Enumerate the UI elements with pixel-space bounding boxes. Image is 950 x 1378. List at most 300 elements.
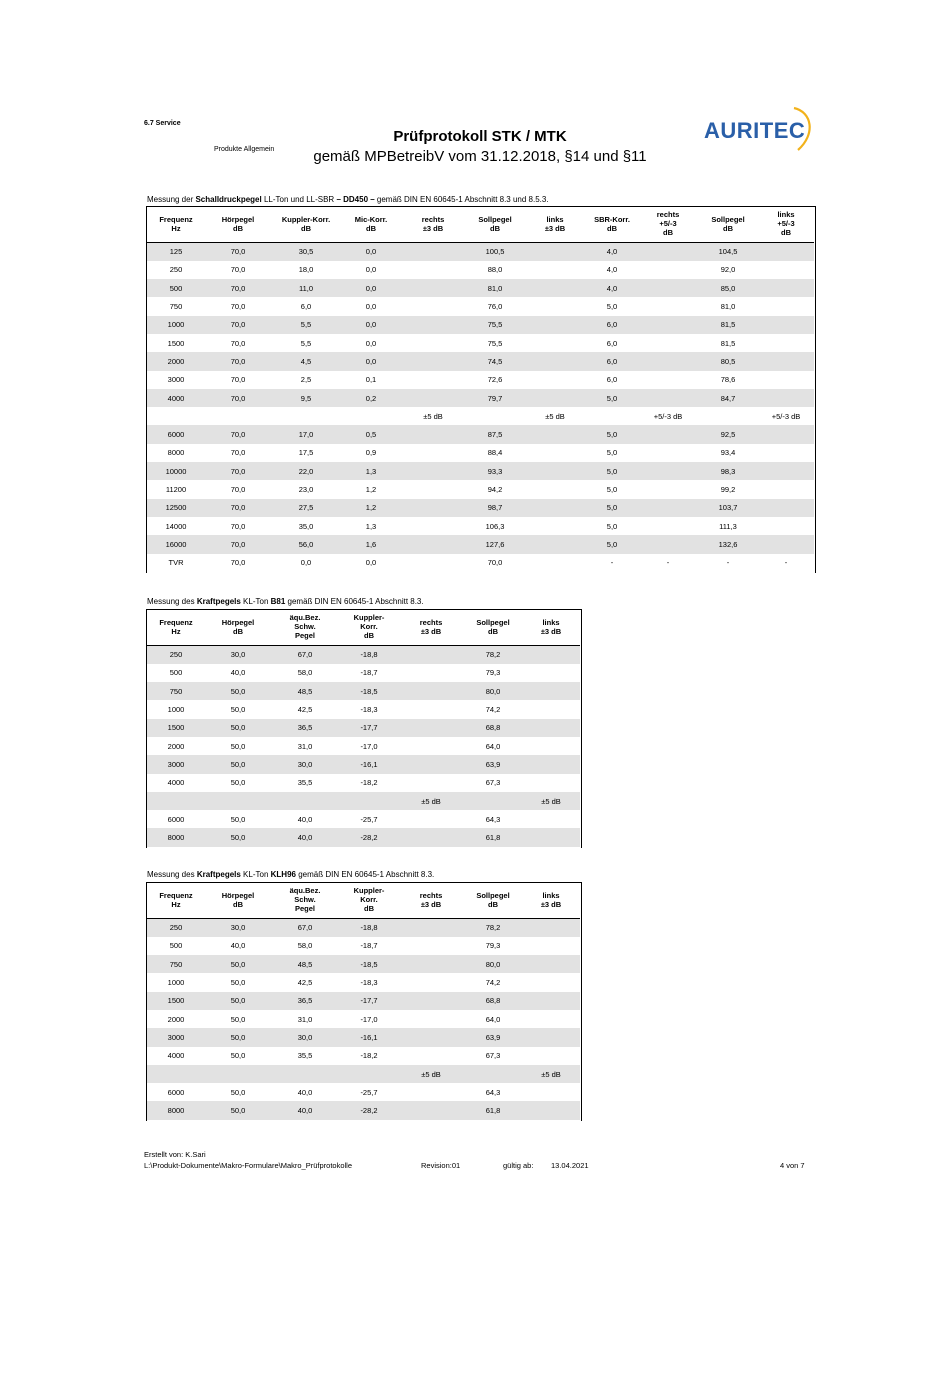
table-cell: - [784,558,788,568]
table-cell [522,1083,580,1101]
table-cell [522,1028,580,1046]
table-cell: 87,5 [466,425,524,443]
table-cell: -18,3 [360,705,378,715]
table-cell: 50,0 [206,719,270,737]
table-cell [758,316,814,334]
table-cell: - [726,558,730,568]
table-cell: 30,0 [206,918,270,937]
table-cell: 5,0 [586,499,638,517]
table-cell [698,407,758,425]
table-cell: 70,0 [206,279,270,297]
table-cell: 4000 [167,778,185,788]
table-cell: 70,0 [230,485,246,494]
table-cell: 6,0 [300,302,312,312]
table-cell: 2,5 [300,375,312,385]
logo-text: AURITEC [704,118,806,143]
table-cell: 50,0 [230,978,246,988]
table-cell: 17,5 [298,448,314,458]
table-cell [522,1010,580,1028]
table-cell: 1000 [167,705,185,715]
page-subtitle: gemäß MPBetreibV vom 31.12.2018, §14 und §11 [313,148,647,165]
table-cell: 75,5 [487,338,503,348]
table-cell: 64,0 [485,741,501,751]
table-cell [524,389,586,407]
column-header: Kuppler- Korr. dB [353,886,385,914]
table-cell [522,700,580,718]
table-cell: 40,0 [297,814,313,824]
table2-caption: Messung des Kraftpegels KL-Ton B81 gemäß DIN EN 60645-1 Abschnitt 8.3. [147,597,424,606]
table-cell: 5,5 [270,316,342,334]
table-cell: -16,1 [340,755,398,773]
table-cell: 4,0 [586,279,638,297]
table-cell [398,937,464,955]
table-row [146,1047,580,1065]
table-cell: 132,6 [698,535,758,553]
table-cell [398,719,464,737]
table-cell [400,352,466,370]
table-row [146,279,814,297]
table-cell [400,297,466,315]
table-row [146,297,814,315]
table-cell: 58,0 [297,668,313,678]
table-cell: 93,3 [466,462,524,480]
table-row [146,1065,580,1083]
table-cell: 1,3 [365,521,377,531]
table-cell: 70,0 [230,521,246,531]
table-cell [638,371,698,389]
table-cell: 79,7 [466,389,524,407]
column-header: Frequenz Hz [159,617,193,636]
table-cell: 70,0 [230,448,246,458]
table-cell: -18,5 [340,682,398,700]
table-cell: 18,0 [298,265,314,275]
table-cell: 35,0 [298,521,314,531]
table-cell: 17,0 [270,425,342,443]
column-header: Sollpegel dB [476,617,510,636]
table-cell: ±5 dB [423,411,443,421]
table-cell: 92,0 [720,265,736,275]
table-cell: -16,1 [340,1028,398,1046]
table-cell [758,297,814,315]
table-row [146,792,580,810]
table-cell: -18,8 [340,918,398,937]
table-cell [522,719,580,737]
table-cell [638,462,698,480]
table-cell [206,792,270,810]
table-cell: 3000 [146,755,206,773]
table-cell: 4,0 [586,242,638,261]
table-cell: 40,0 [230,668,246,678]
table-cell [464,1065,522,1083]
table-cell: 3000 [167,375,185,385]
table-cell: 88,0 [487,265,503,275]
column-header: rechts ±3 dB [419,617,443,636]
table-cell: 0,2 [342,389,400,407]
column-header: rechts +5/-3 dB [656,210,680,238]
table-cell: 61,8 [464,1101,522,1119]
table-cell [398,774,464,792]
table-cell [522,1047,580,1065]
table-cell [398,1010,464,1028]
table-cell: 64,0 [485,1014,501,1024]
table-cell: 6000 [146,425,206,443]
table-cell: 6,0 [586,352,638,370]
table-cell [638,297,698,315]
table-cell: -18,2 [360,1051,378,1061]
table-cell [758,517,814,535]
table-kraftpegel-klh96 [146,882,580,1120]
table-cell: 74,2 [485,978,501,988]
table-cell: 1,6 [342,535,400,553]
table-cell [524,499,586,517]
table-cell: 0,0 [365,302,377,312]
table-cell: 104,5 [698,242,758,261]
table-cell: ±5 dB [522,792,580,810]
table-cell: 70,0 [487,558,503,568]
table-cell [638,352,698,370]
table-cell [522,737,580,755]
table-cell [522,955,580,973]
column-header: Kuppler- Korr. dB [353,613,385,641]
table-cell [524,334,586,352]
footer-path: L:\Produkt-Dokumente\Makro-Formulare\Makro_Prüfprotokolle [144,1161,352,1170]
table-cell: 111,3 [719,521,737,531]
table-cell: -18,7 [360,668,378,678]
table-cell [146,1065,206,1083]
table-cell [398,700,464,718]
table-cell: 70,0 [230,338,246,348]
table-cell: ±5 dB [522,1065,580,1083]
table-cell [464,792,522,810]
table-cell: 1,3 [342,462,400,480]
table-cell [400,261,466,279]
table-cell: ±5 dB [545,411,565,421]
table-cell [586,407,638,425]
footer-page-number: 4 von 7 [780,1161,805,1170]
footer-author: Erstellt von: K.Sari [144,1150,206,1159]
table-row [146,261,814,279]
table-cell: 0,1 [365,375,377,385]
table-cell: 80,5 [698,352,758,370]
table-cell [400,334,466,352]
table-cell [398,737,464,755]
table-cell [638,444,698,462]
table-cell: 30,0 [270,755,340,773]
table-cell: 500 [169,668,183,678]
table-cell [638,316,698,334]
table-cell: 50,0 [230,1087,246,1097]
table-cell [524,462,586,480]
table-cell: 80,0 [464,682,522,700]
table-cell: 74,2 [485,705,501,715]
table-cell [522,810,580,828]
table-cell [638,480,698,498]
table-schalldruckpegel [146,206,814,572]
table-cell: -18,3 [360,978,378,988]
table-cell [398,955,464,973]
table-cell: 500 [146,279,206,297]
table-cell: 22,0 [270,462,342,480]
table-cell [342,407,400,425]
table-cell [524,480,586,498]
table-cell: 250 [146,918,206,937]
table-cell [400,517,466,535]
column-header: äqu.Bez. Schw. Pegel [289,613,321,641]
table-cell [522,682,580,700]
table-cell: 4000 [146,389,206,407]
table-cell: 4000 [167,1051,185,1061]
table-cell: 4,5 [270,352,342,370]
table-cell: 70,0 [206,389,270,407]
table-cell [398,1101,464,1119]
table-cell: 0,0 [365,265,377,275]
column-header: Sollpegel dB [478,214,512,233]
table-cell: 23,0 [298,485,314,494]
table-cell: 40,0 [270,828,340,846]
table-cell [522,918,580,937]
table-cell: 1,2 [342,499,400,517]
table-cell: 30,0 [206,645,270,664]
table-cell: 76,0 [487,302,503,312]
table-cell: 2000 [167,1014,185,1024]
table-cell: 3000 [146,1028,206,1046]
table-cell: 8000 [146,1101,206,1119]
table-cell [340,792,398,810]
table-cell [524,517,586,535]
table-cell: 48,5 [270,955,340,973]
table-cell: 0,0 [365,338,377,348]
table3-caption: Messung des Kraftpegels KL-Ton KLH96 gemäß DIN EN 60645-1 Abschnitt 8.3. [147,870,435,879]
table-cell: 100,5 [466,242,524,261]
column-header: Hörpegel dB [221,890,255,909]
table-cell: 50,0 [230,1051,246,1061]
table-row [146,1101,580,1119]
table-cell [270,407,342,425]
table-cell: 70,0 [230,265,246,275]
table-row [146,499,814,517]
table-cell: 50,0 [230,814,246,824]
table-row [146,719,580,737]
table-cell: 0,0 [342,316,400,334]
table-cell: 50,0 [230,1014,246,1024]
table-cell: 63,9 [464,755,522,773]
table-cell: 50,0 [206,1101,270,1119]
table-cell [524,242,586,261]
table-cell: 78,2 [464,918,522,937]
table-cell: 70,0 [206,499,270,517]
table-row [146,1028,580,1046]
table-cell: 31,0 [297,1014,313,1024]
table-cell: 92,5 [698,425,758,443]
table-cell: 30,0 [270,1028,340,1046]
table-cell: -18,8 [340,645,398,664]
table-cell: 12500 [146,499,206,517]
table-cell: 75,5 [466,316,524,334]
table-cell: 0,0 [342,242,400,261]
table-cell [758,279,814,297]
table-row [146,828,580,846]
table-cell [466,407,524,425]
table-cell: 98,3 [698,462,758,480]
table-cell: 79,3 [485,668,501,678]
table-cell [398,810,464,828]
table-cell: 30,5 [270,242,342,261]
table-cell: 1500 [146,992,206,1010]
table-cell: 1000 [146,316,206,334]
table-cell: 78,2 [464,645,522,664]
table-cell [638,279,698,297]
table-cell [400,316,466,334]
column-header: äqu.Bez. Schw. Pegel [289,886,321,914]
table-cell: 80,0 [464,955,522,973]
table-row [146,242,814,261]
page-title: Prüfprotokoll STK / MTK [393,128,567,145]
table-row [146,937,580,955]
table-cell [400,425,466,443]
table-cell: 70,0 [206,535,270,553]
table-cell: 8000 [167,448,185,458]
table-cell [522,1101,580,1119]
table-cell: 79,3 [485,941,501,951]
table-cell: 0,0 [365,558,377,568]
table-cell [398,973,464,991]
table-cell [146,407,206,425]
table-cell: 35,5 [297,1051,313,1061]
table-row [146,444,814,462]
table-cell: 56,0 [270,535,342,553]
table-cell: 6,0 [606,375,618,385]
table-cell: 0,0 [300,558,312,568]
table-cell: 50,0 [206,828,270,846]
table-cell [758,425,814,443]
table-cell: 11200 [165,485,187,494]
table-cell [524,316,586,334]
table-cell [524,535,586,553]
table-cell: 10000 [146,462,206,480]
table-cell: 78,6 [720,375,736,385]
table-cell: 5,0 [586,425,638,443]
table-cell [398,645,464,664]
table-row [146,664,580,682]
table-cell: 50,0 [206,955,270,973]
table-cell [400,499,466,517]
table-cell [524,297,586,315]
table-cell: 5,5 [300,338,312,348]
table-cell [524,425,586,443]
table-row [146,700,580,718]
column-header: SBR-Korr. dB [594,214,630,233]
table-cell: -17,7 [340,719,398,737]
column-header: rechts ±3 dB [421,214,445,233]
table-cell: ±5 dB [398,792,464,810]
table-cell: 5,0 [586,389,638,407]
table-cell [340,1065,398,1083]
column-header: Frequenz Hz [159,890,193,909]
table-cell: TVR [168,558,184,568]
table-cell: -18,7 [360,941,378,951]
table-row [146,918,580,937]
table-cell [758,462,814,480]
table-cell [270,792,340,810]
table-row [146,810,580,828]
table-row [146,389,814,407]
table-cell: 103,7 [698,499,758,517]
table-cell: 70,0 [230,302,246,312]
table-row [146,1010,580,1028]
table-cell: 0,9 [365,448,377,458]
table-cell: +5/-3 dB [771,411,801,421]
table-cell: +5/-3 dB [653,411,683,421]
table-row [146,774,580,792]
table-cell [522,755,580,773]
table-cell [758,261,814,279]
table-row [146,517,814,535]
table-cell: 35,5 [297,778,313,788]
table-cell [400,371,466,389]
table-cell [638,389,698,407]
column-header: Kuppler-Korr. dB [281,214,331,233]
table-cell: 36,5 [270,719,340,737]
table-cell: -18,2 [360,778,378,788]
table-cell: 6,0 [586,316,638,334]
table-cell: 70,0 [230,375,246,385]
section-label: 6.7 Service [144,120,181,127]
table-cell: 42,5 [297,705,313,715]
table-row [146,535,814,553]
table-cell: 750 [146,955,206,973]
table-cell [758,371,814,389]
table-cell: 70,0 [206,242,270,261]
table-cell [758,499,814,517]
table-cell: 42,5 [297,978,313,988]
auritec-logo [702,104,822,154]
table-cell: 48,5 [270,682,340,700]
table-cell: 61,8 [464,828,522,846]
table-cell: 1500 [167,338,185,348]
table-cell [638,517,698,535]
table-row [146,755,580,773]
table-row [146,682,580,700]
table-cell: 106,3 [485,521,505,531]
table-cell: 81,0 [720,302,736,312]
table-cell [522,992,580,1010]
table-cell [398,682,464,700]
table-cell: 40,0 [230,941,246,951]
column-header: Sollpegel dB [476,890,510,909]
table-cell [638,242,698,261]
table-cell [400,535,466,553]
table-cell: 85,0 [698,279,758,297]
table-cell: -25,7 [360,814,378,824]
table-cell [522,828,580,846]
table-cell: 70,0 [206,316,270,334]
table-cell: 50,0 [206,682,270,700]
table-cell [638,499,698,517]
table-cell: -28,2 [340,1101,398,1119]
table-cell: 1,2 [365,485,377,494]
column-header: links +5/-3 dB [777,210,795,238]
table-cell: 81,0 [466,279,524,297]
table-cell [524,371,586,389]
category-label: Produkte Allgemein [214,146,275,153]
table-cell: 6000 [167,814,185,824]
table-cell [398,992,464,1010]
column-header: Frequenz Hz [159,214,193,233]
table-cell: 0,0 [342,279,400,297]
table-cell: 2000 [146,352,206,370]
table-cell: 14000 [165,521,187,531]
table-cell: - [666,558,670,568]
